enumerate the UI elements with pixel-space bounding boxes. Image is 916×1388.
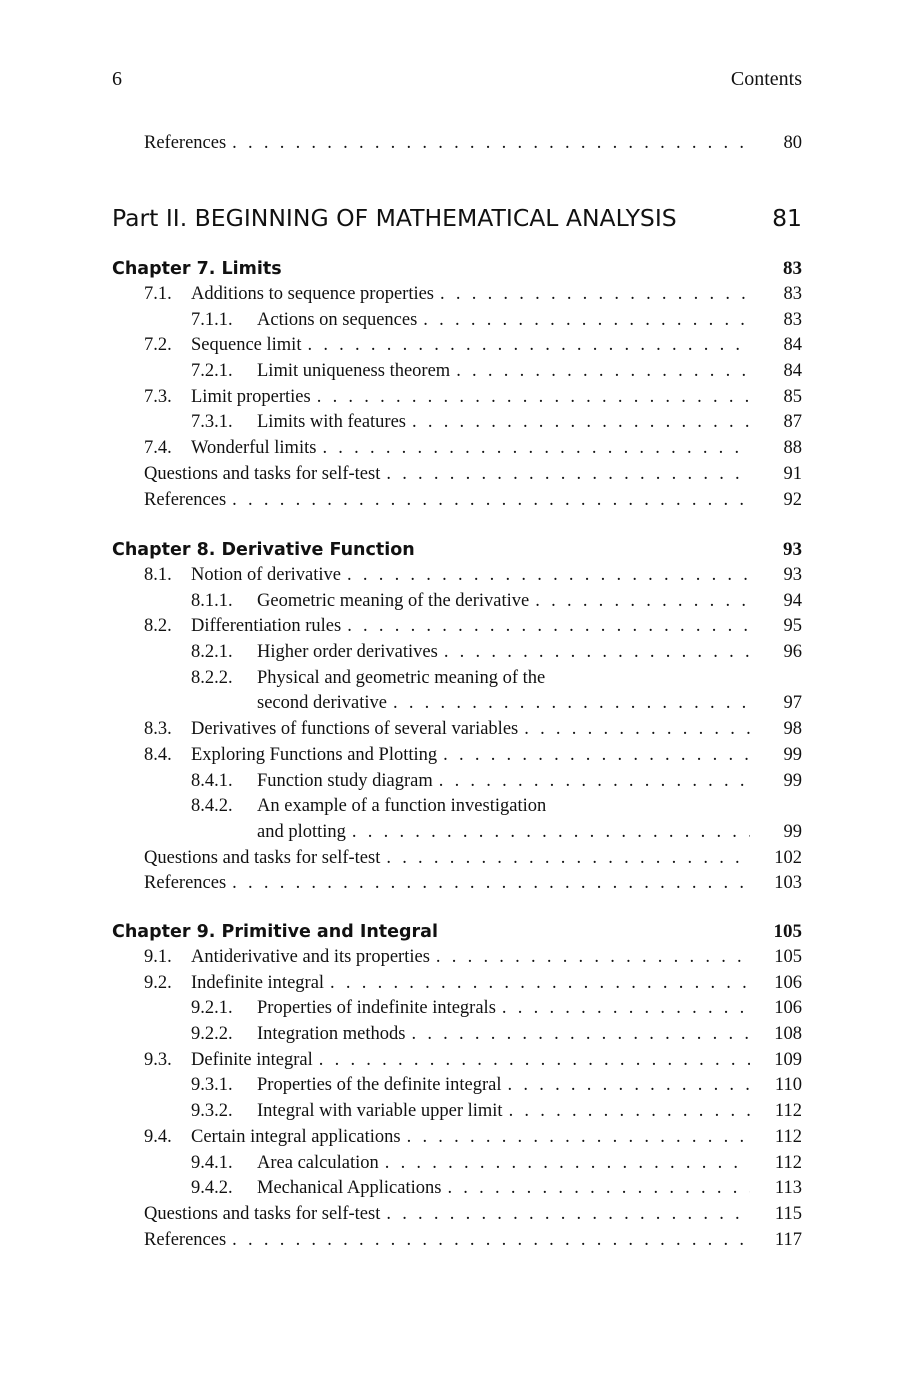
toc-entry-page: 87 xyxy=(783,412,802,433)
toc-entry[interactable] xyxy=(112,666,802,692)
toc-entry-label: Higher order derivatives xyxy=(257,640,444,666)
toc-entry-label: Physical and geometric meaning of the xyxy=(257,666,551,692)
toc-entry-page: 106 xyxy=(774,998,802,1019)
dot-leader xyxy=(508,1073,750,1099)
toc-entry-label: Actions on sequences xyxy=(257,308,423,334)
toc-entry-page: 83 xyxy=(783,309,802,330)
toc-entry-label: References xyxy=(144,131,232,157)
chapter-block-7 xyxy=(112,256,802,513)
toc-entry[interactable] xyxy=(112,282,802,308)
toc-entry[interactable] xyxy=(112,640,802,666)
toc-entry[interactable] xyxy=(112,131,802,157)
dot-leader xyxy=(317,385,750,411)
toc-entry[interactable] xyxy=(112,996,802,1022)
toc-entry-label: Derivatives of functions of several variables xyxy=(191,717,524,743)
toc-entry-page: 95 xyxy=(783,616,802,637)
dot-leader xyxy=(407,1125,750,1151)
dot-leader xyxy=(322,436,750,462)
section-number: 9.2.2. xyxy=(191,1024,233,1045)
dot-leader xyxy=(535,589,750,615)
dot-leader xyxy=(439,769,750,795)
toc-entry-label: Additions to sequence properties xyxy=(191,282,440,308)
toc-entry-page: 115 xyxy=(774,1203,802,1224)
toc-entry-label: Definite integral xyxy=(191,1048,319,1074)
chapter-block-8 xyxy=(112,537,802,897)
dot-leader xyxy=(411,1022,750,1048)
toc-top xyxy=(112,131,802,157)
chapter-page: 83 xyxy=(783,258,802,279)
section-number: 7.3. xyxy=(144,386,172,407)
chapter-block-9 xyxy=(112,919,802,1253)
toc-entry-page: 110 xyxy=(774,1075,802,1096)
toc-entry-page: 96 xyxy=(783,642,802,663)
toc-entry-label-cont: and plotting xyxy=(257,820,352,846)
toc-entry-page: 99 xyxy=(783,770,802,791)
toc-entry-page: 103 xyxy=(774,873,802,894)
toc-entry[interactable] xyxy=(112,1022,802,1048)
section-number: 8.2. xyxy=(144,616,172,637)
toc-entry-label: References xyxy=(144,488,232,514)
toc-entry-page: 109 xyxy=(774,1049,802,1070)
toc-entry-page: 84 xyxy=(783,361,802,382)
toc-entry-page: 105 xyxy=(774,947,802,967)
page-header xyxy=(112,68,802,92)
chapter-heading[interactable] xyxy=(112,256,802,282)
toc-entry-label: Area calculation xyxy=(257,1151,385,1177)
toc-entry-page: 108 xyxy=(774,1024,802,1045)
toc-entry[interactable] xyxy=(112,871,802,897)
dot-leader xyxy=(502,996,750,1022)
section-number: 9.4.2. xyxy=(191,1178,233,1199)
dot-leader xyxy=(443,743,750,769)
dot-leader xyxy=(232,1228,750,1254)
toc-entry[interactable] xyxy=(112,1228,802,1254)
part-page: 81 xyxy=(772,204,802,232)
section-number: 7.3.1. xyxy=(191,412,233,433)
toc-entry[interactable] xyxy=(112,945,802,971)
dot-leader xyxy=(352,820,750,846)
toc-entry-label-cont: second derivative xyxy=(257,691,393,717)
toc-entry[interactable] xyxy=(112,359,802,385)
toc-entry-label: Limits with features xyxy=(257,410,412,436)
section-number: 9.3.1. xyxy=(191,1075,233,1096)
toc-entry-label: Function study diagram xyxy=(257,769,439,795)
toc-entry-label: Notion of derivative xyxy=(191,563,347,589)
toc-entry-page: 93 xyxy=(783,565,802,585)
toc-entry-page: 113 xyxy=(774,1178,802,1199)
toc-entry[interactable] xyxy=(112,846,802,872)
toc-entry-label: Sequence limit xyxy=(191,333,307,359)
toc-entry-label: Limit properties xyxy=(191,385,317,411)
toc-entry[interactable] xyxy=(112,1099,802,1125)
toc-entry-page: 91 xyxy=(783,463,802,484)
dot-leader xyxy=(232,871,750,897)
toc-entry-label: Antiderivative and its properties xyxy=(191,945,436,971)
toc-entry-label: References xyxy=(144,1228,232,1254)
chapter-title: Chapter 8. Derivative Function xyxy=(112,540,415,560)
toc-entry[interactable] xyxy=(112,743,802,769)
chapter-title: Chapter 9. Primitive and Integral xyxy=(112,922,438,942)
toc-entry[interactable] xyxy=(112,971,802,997)
section-number: 7.1. xyxy=(144,284,172,304)
toc-entry-page: 92 xyxy=(783,489,802,510)
dot-leader xyxy=(423,308,750,334)
section-number: 9.2. xyxy=(144,972,172,993)
section-number: 9.4.1. xyxy=(191,1152,233,1173)
toc-entry-continuation[interactable] xyxy=(112,691,802,717)
section-number: 8.1.1. xyxy=(191,590,233,611)
dot-leader xyxy=(393,691,750,717)
toc-entry-page: 112 xyxy=(774,1126,802,1147)
dot-leader xyxy=(444,640,750,666)
toc-entry-label: Geometric meaning of the derivative xyxy=(257,589,535,615)
toc-entry-page: 112 xyxy=(774,1152,802,1173)
chapter-heading[interactable] xyxy=(112,919,802,945)
toc-entry[interactable] xyxy=(112,385,802,411)
chapter-title: Chapter 7. Limits xyxy=(112,259,282,279)
section-number: 9.3.2. xyxy=(191,1101,233,1122)
toc-entry-label: Wonderful limits xyxy=(191,436,322,462)
toc-entry[interactable] xyxy=(112,410,802,436)
toc-entry[interactable] xyxy=(112,1176,802,1202)
toc-entry-page: 80 xyxy=(783,133,802,153)
section-number: 9.4. xyxy=(144,1126,172,1147)
dot-leader xyxy=(440,282,750,308)
toc-entry-page: 98 xyxy=(783,719,802,740)
dot-leader xyxy=(412,410,750,436)
section-number: 8.4.2. xyxy=(191,796,233,817)
section-number: 7.1.1. xyxy=(191,309,233,330)
dot-leader xyxy=(347,614,750,640)
toc-entry-label: Exploring Functions and Plotting xyxy=(191,743,443,769)
toc-entry-label: References xyxy=(144,871,232,897)
toc-entry-label: Questions and tasks for self-test xyxy=(144,1202,386,1228)
toc-entry[interactable] xyxy=(112,563,802,589)
dot-leader xyxy=(330,971,750,997)
dot-leader xyxy=(386,846,750,872)
toc-entry-page: 102 xyxy=(774,847,802,868)
toc-entry-label: Limit uniqueness theorem xyxy=(257,359,456,385)
section-number: 9.1. xyxy=(144,947,172,967)
dot-leader xyxy=(524,717,750,743)
toc-entry-page: 88 xyxy=(783,438,802,459)
toc-entry[interactable] xyxy=(112,589,802,615)
toc-entry[interactable] xyxy=(112,1073,802,1099)
section-number: 8.2.2. xyxy=(191,667,233,688)
dot-leader xyxy=(232,488,750,514)
toc-entry[interactable] xyxy=(112,1202,802,1228)
toc-entry-page: 99 xyxy=(783,821,802,842)
toc-entry-page: 99 xyxy=(783,744,802,765)
toc-entry[interactable] xyxy=(112,614,802,640)
section-number: 8.1. xyxy=(144,565,172,585)
toc-entry-page: 97 xyxy=(783,693,802,714)
dot-leader xyxy=(447,1176,750,1202)
toc-entry-label: Questions and tasks for self-test xyxy=(144,462,386,488)
chapter-page: 93 xyxy=(783,539,802,560)
toc-entry[interactable] xyxy=(112,1151,802,1177)
section-number: 8.4. xyxy=(144,744,172,765)
section-number: 7.2.1. xyxy=(191,361,233,382)
toc-entry[interactable] xyxy=(112,794,802,820)
toc-entry[interactable] xyxy=(112,1048,802,1074)
dot-leader xyxy=(347,563,750,589)
dot-leader xyxy=(307,333,750,359)
toc-entry[interactable] xyxy=(112,488,802,514)
toc-entry[interactable] xyxy=(112,462,802,488)
section-number: 8.3. xyxy=(144,719,172,740)
dot-leader xyxy=(232,131,750,157)
dot-leader xyxy=(386,1202,750,1228)
chapter-page: 105 xyxy=(773,921,802,942)
section-number: 7.2. xyxy=(144,335,172,356)
dot-leader xyxy=(436,945,750,971)
page-number: 6 xyxy=(112,68,122,90)
section-number: 7.4. xyxy=(144,438,172,459)
dot-leader xyxy=(385,1151,750,1177)
section-number: 9.3. xyxy=(144,1049,172,1070)
toc-entry-label: Integration methods xyxy=(257,1022,411,1048)
toc-entry[interactable] xyxy=(112,717,802,743)
toc-entry-page: 106 xyxy=(774,972,802,993)
toc-entry-page: 84 xyxy=(783,335,802,356)
running-title: Contents xyxy=(730,68,802,90)
toc-entry-page: 94 xyxy=(783,590,802,611)
section-number: 8.2.1. xyxy=(191,642,233,663)
dot-leader xyxy=(386,462,750,488)
part-title: Part II. BEGINNING OF MATHEMATICAL ANALYSIS xyxy=(112,204,677,232)
section-number: 8.4.1. xyxy=(191,770,233,791)
toc-entry-label: Indefinite integral xyxy=(191,971,330,997)
toc-entry-page: 85 xyxy=(783,386,802,407)
toc-entry[interactable] xyxy=(112,436,802,462)
toc-entry[interactable] xyxy=(112,308,802,334)
section-number: 9.2.1. xyxy=(191,998,233,1019)
toc-entry-label: Properties of indefinite integrals xyxy=(257,996,502,1022)
dot-leader xyxy=(456,359,750,385)
toc-entry[interactable] xyxy=(112,333,802,359)
toc-entry-label: Integral with variable upper limit xyxy=(257,1099,509,1125)
dot-leader xyxy=(509,1099,750,1125)
toc-entry-continuation[interactable] xyxy=(112,820,802,846)
toc-entry[interactable] xyxy=(112,769,802,795)
toc-entry[interactable] xyxy=(112,1125,802,1151)
toc-entry-label: An example of a function investigation xyxy=(257,794,552,820)
part-heading[interactable] xyxy=(112,198,802,238)
chapter-heading[interactable] xyxy=(112,537,802,563)
toc-entry-label: Properties of the definite integral xyxy=(257,1073,508,1099)
toc-entry-label: Mechanical Applications xyxy=(257,1176,447,1202)
toc-entry-label: Questions and tasks for self-test xyxy=(144,846,386,872)
toc-entry-label: Certain integral applications xyxy=(191,1125,407,1151)
toc-entry-page: 117 xyxy=(774,1229,802,1250)
toc-entry-page: 83 xyxy=(783,284,802,304)
toc-entry-label: Differentiation rules xyxy=(191,614,347,640)
toc-entry-page: 112 xyxy=(774,1101,802,1122)
dot-leader xyxy=(319,1048,750,1074)
